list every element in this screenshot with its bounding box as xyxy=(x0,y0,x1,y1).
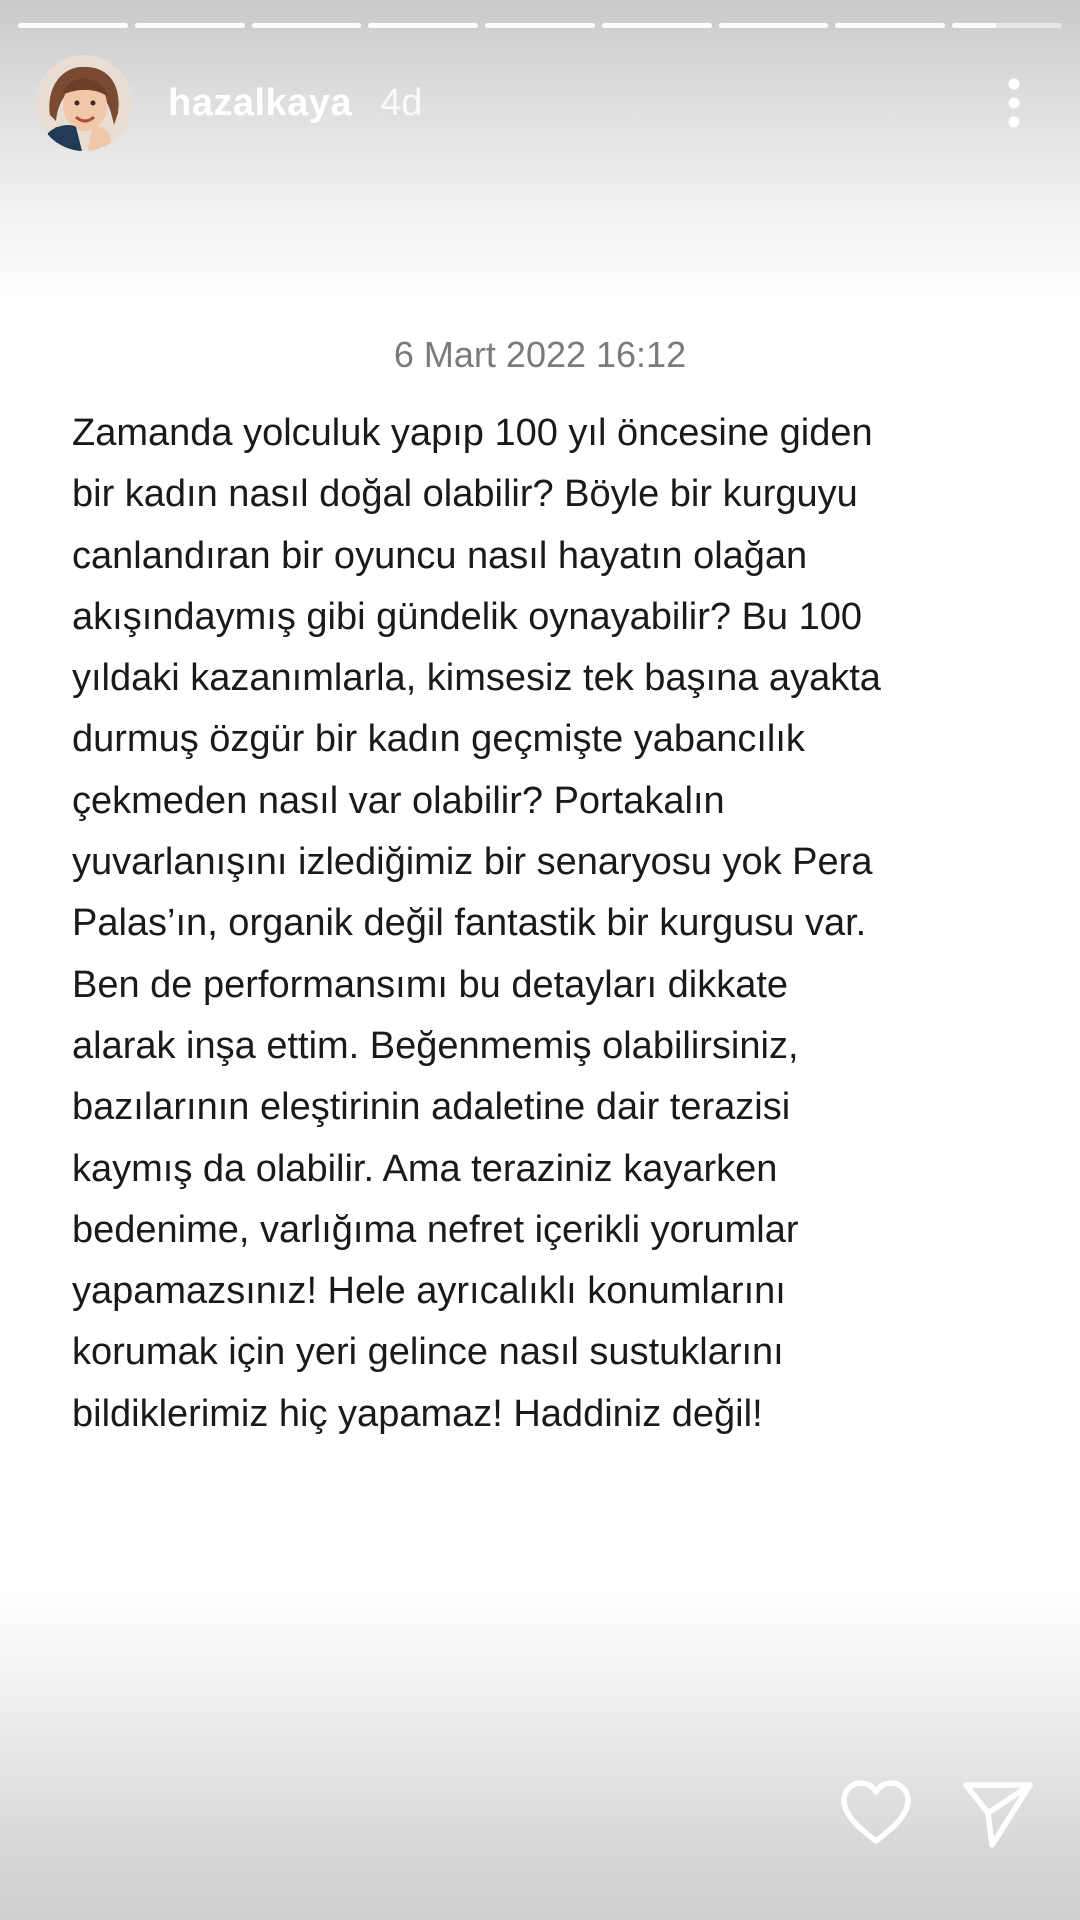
story-text-line: Zamanda yolculuk yapıp 100 yıl öncesine giden xyxy=(72,412,873,454)
story-text-line: yuvarlanışını izlediğimiz bir senaryosu yok Pera xyxy=(72,841,873,884)
story-text xyxy=(72,403,1032,1445)
story-date: 6 Mart 2022 16:12 xyxy=(393,334,687,375)
profile-photo-icon xyxy=(36,55,132,151)
story-text-line: Palas’ın, organik değil fantastik bir kurgusu var. xyxy=(72,902,867,945)
send-icon xyxy=(958,1773,1038,1853)
like-button[interactable] xyxy=(836,1773,916,1853)
more-options-button[interactable] xyxy=(984,73,1044,133)
heart-icon xyxy=(836,1773,916,1853)
progress-segment xyxy=(252,23,362,28)
progress-segment xyxy=(835,23,945,28)
post-age: 4d xyxy=(380,81,423,124)
story-text-line: korumak için yeri gelince nasıl sustuklarını xyxy=(72,1331,784,1374)
story-text-line: yapamazsınız! Hele ayrıcalıklı konumlarını xyxy=(72,1270,786,1313)
share-button[interactable] xyxy=(958,1773,1038,1853)
avatar[interactable] xyxy=(36,55,132,151)
story-text-line: akışındaymış gibi gündelik oynayabilir? Bu 100 xyxy=(72,595,863,638)
story-text-line: bazılarının eleştirinin adaletine dair terazisi xyxy=(72,1086,791,1129)
story-text-line: Ben de performansımı bu detayları dikkate xyxy=(72,963,789,1006)
bottom-shade xyxy=(0,1590,1080,1920)
story-progress-bar xyxy=(18,23,1062,28)
story-text-line: durmuş özgür bir kadın geçmişte yabancılık xyxy=(72,718,805,761)
more-vertical-icon xyxy=(1004,77,1024,129)
story-text-line: canlandıran bir oyuncu nasıl hayatın olağan xyxy=(72,534,808,577)
username[interactable]: hazalkaya xyxy=(168,81,353,124)
story-header xyxy=(36,55,1044,151)
progress-segment xyxy=(602,23,712,28)
progress-segment xyxy=(719,23,829,28)
story-text-line: bedenime, varlığıma nefret içerikli yorumlar xyxy=(72,1208,799,1251)
story-text-line: çekmeden nasıl var olabilir? Portakalın xyxy=(72,779,725,822)
story-text-line: bildiklerimiz hiç yapamaz! Haddiniz değil! xyxy=(72,1392,763,1435)
progress-segment xyxy=(952,23,1062,28)
story-text-line: alarak inşa ettim. Beğenmemiş olabilirsiniz, xyxy=(72,1024,799,1067)
story-text-line: bir kadın nasıl doğal olabilir? Böyle bir kurguyu xyxy=(72,473,858,516)
story-text-line: kaymış da olabilir. Ama teraziniz kayarken xyxy=(72,1147,778,1190)
progress-segment xyxy=(368,23,478,28)
progress-segment xyxy=(18,23,128,28)
progress-segment xyxy=(485,23,595,28)
progress-segment xyxy=(135,23,245,28)
story-text-line: yıldaki kazanımlarla, kimsesiz tek başına ayakta xyxy=(72,657,881,700)
